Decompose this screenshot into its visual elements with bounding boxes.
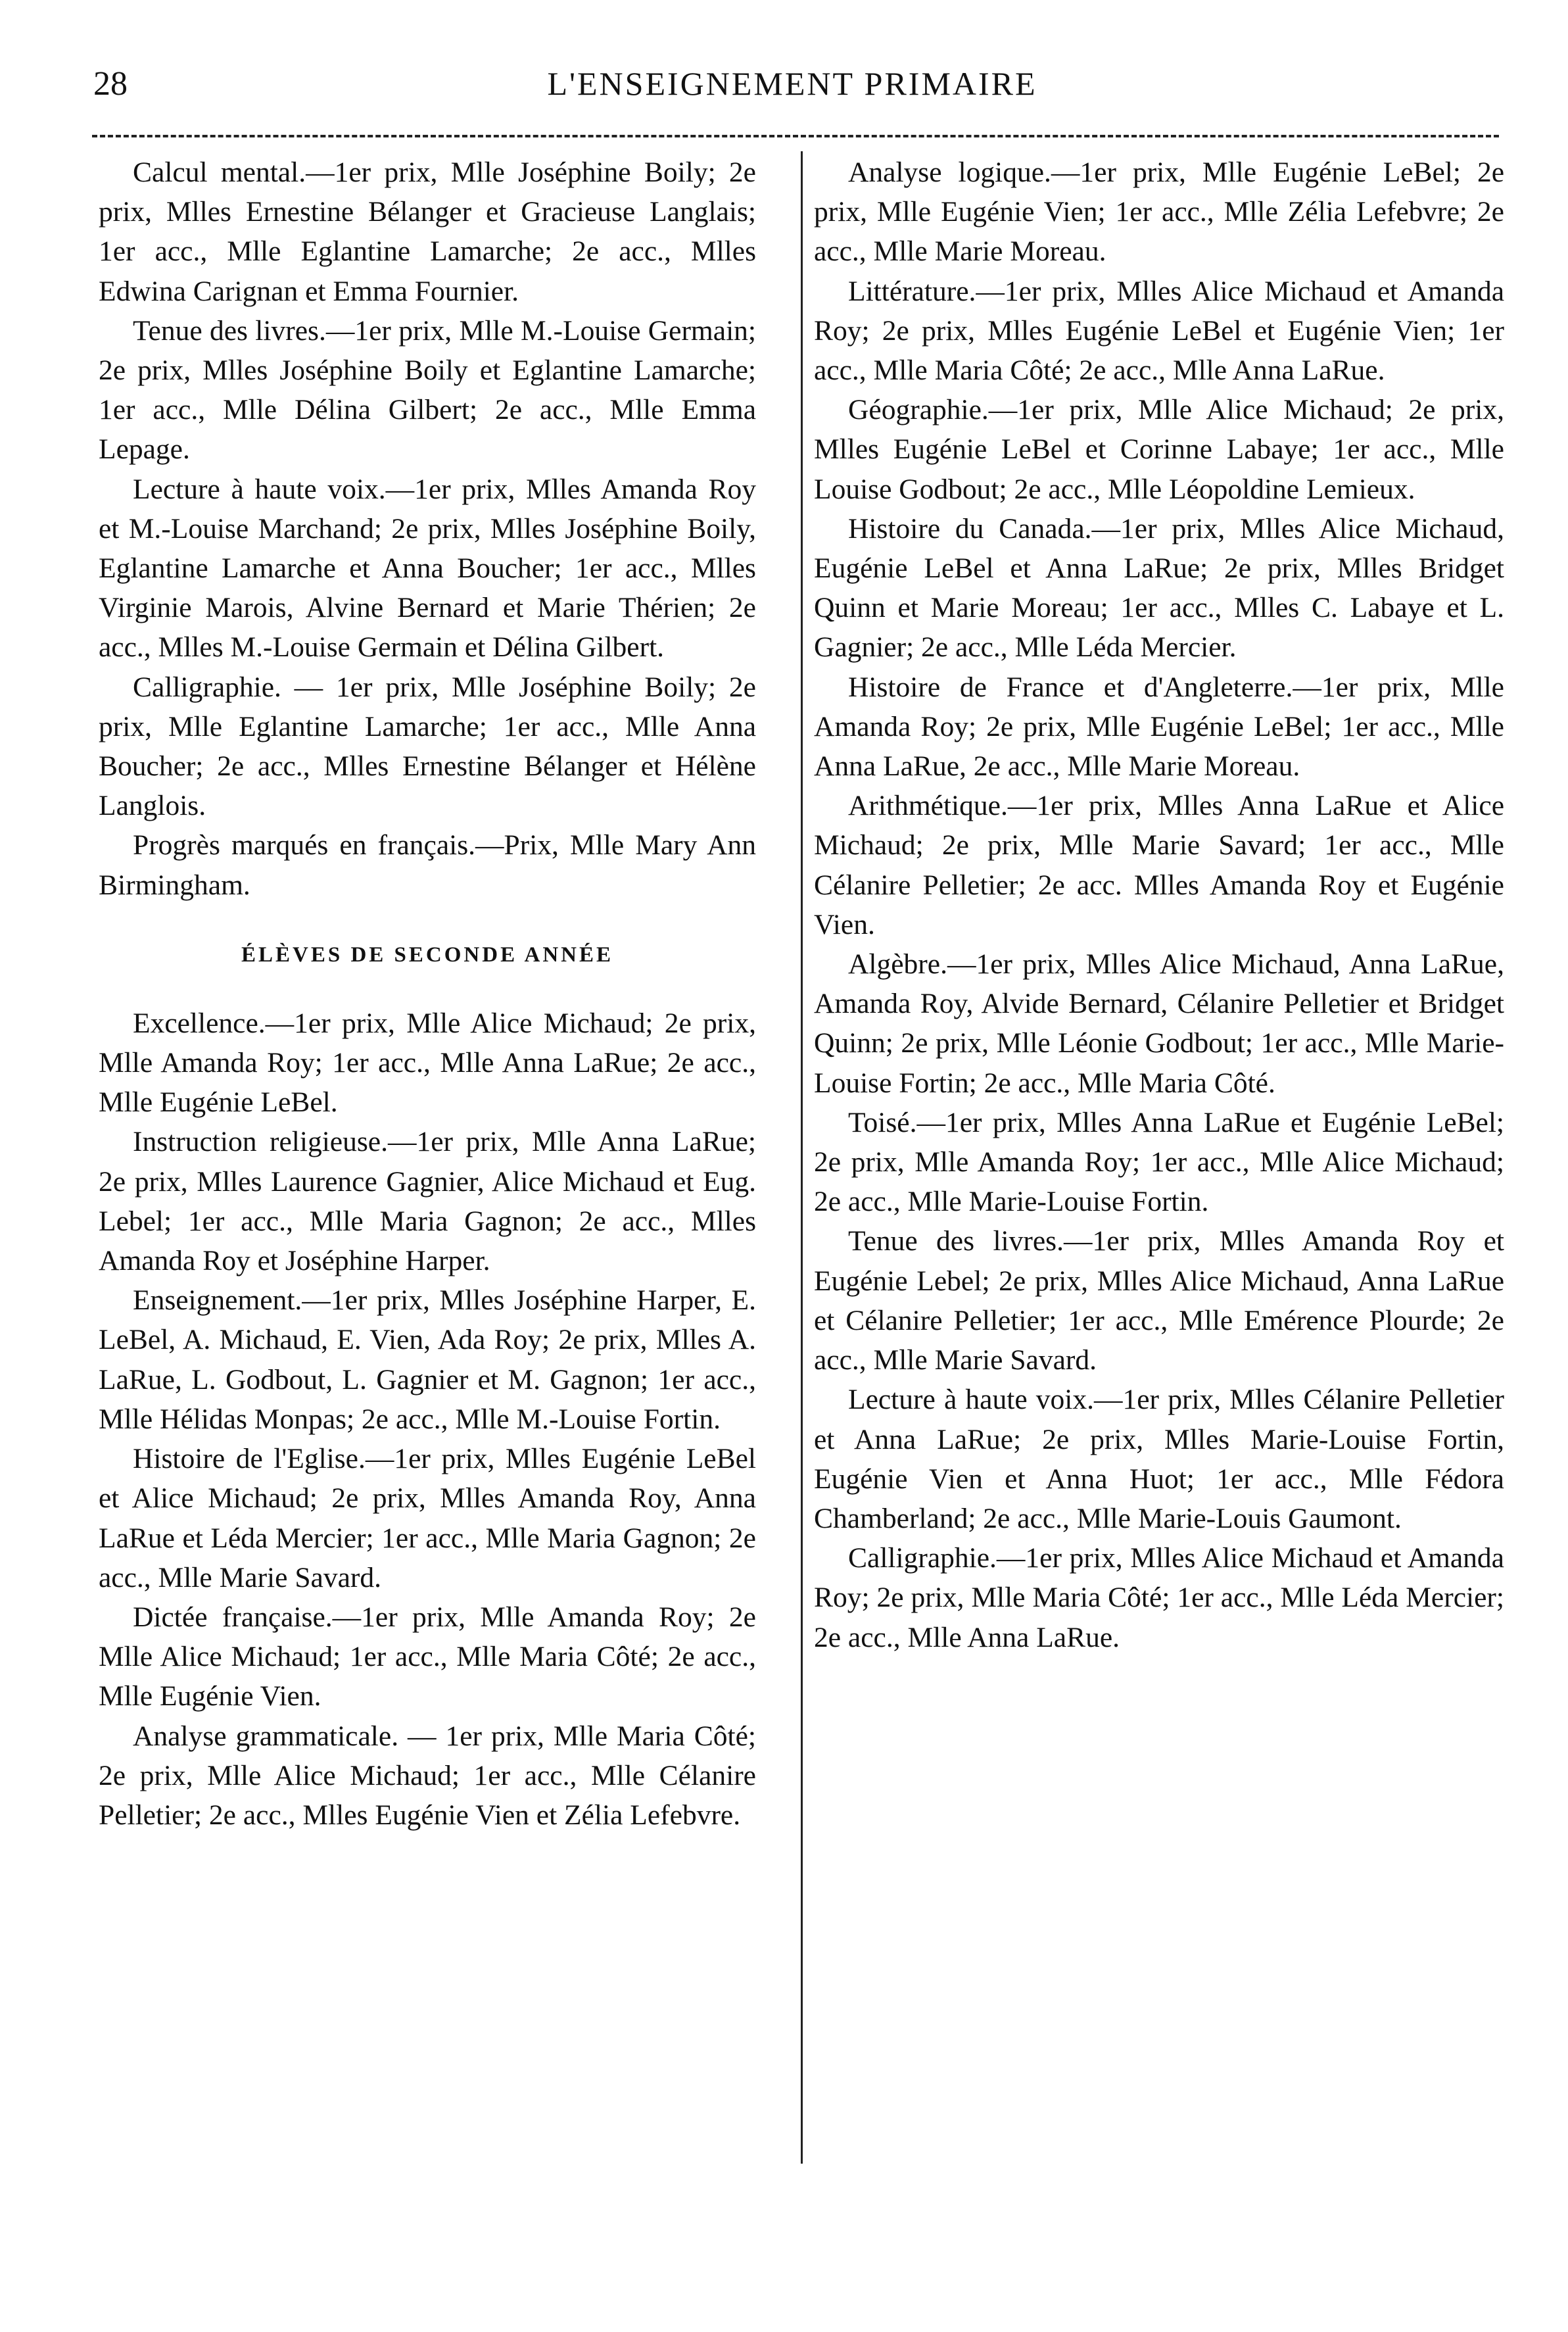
paragraph: Calcul mental.—1er prix, Mlle Joséphine Boily; 2e prix, Mlles Ernestine Bélanger et Gracieuse Langlais; 1er acc., Mlle Eglantine Lamarche; 2e acc., Mlles Edwina Carignan et Emma Fournier. (99, 157, 756, 307)
section-heading: ÉLÈVES DE SECONDE ANNÉE (241, 942, 614, 967)
page-header (85, 58, 1499, 117)
paragraph: Calligraphie.—1er prix, Mlles Alice Michaud et Amanda Roy; 2e prix, Mlle Maria Côté; 1er acc., Mlle Léda Mercier; 2e acc., Mlle Anna LaRue. (814, 1542, 1504, 1653)
paragraph: Dictée française.—1er prix, Mlle Amanda Roy; 2e Mlle Alice Michaud; 1er acc., Mlle Maria Côté; 2e acc., Mlle Eugénie Vien. (99, 1601, 756, 1713)
paragraph: Tenue des livres.—1er prix, Mlle M.-Louise Germain; 2e prix, Mlles Joséphine Boily et Eglantine Lamarche; 1er acc., Mlle Délina Gilbert; 2e acc., Mlle Emma Lepage. (99, 314, 756, 466)
paragraph: Histoire de France et d'Angleterre.—1er prix, Mlle Amanda Roy; 2e prix, Mlle Eugénie LeBel; 1er acc., Mlle Anna LaRue, 2e acc., Mlle Marie Moreau. (814, 671, 1504, 783)
paragraph: Analyse grammaticale. — 1er prix, Mlle Maria Côté; 2e prix, Mlle Alice Michaud; 1er acc., Mlle Célanire Pelletier; 2e acc., Mlles Eugénie Vien et Zélia Lefebvre. (99, 1720, 756, 1831)
paragraph: Lecture à haute voix.—1er prix, Mlles Célanire Pelletier et Anna LaRue; 2e prix, Mlles Marie-Louise Fortin, Eugénie Vien et Anna Huot; 1er acc., Mlle Fédora Chamberland; 2e acc., Mlle Marie-Louis Gaumont. (814, 1384, 1504, 1534)
paragraph: Tenue des livres.—1er prix, Mlles Amanda Roy et Eugénie Lebel; 2e prix, Mlles Alice Michaud, Anna LaRue et Célanire Pelletier; 1er acc., Mlle Emérence Plourde; 2e acc., Mlle Marie Savard. (814, 1225, 1504, 1376)
page-number: 28 (93, 65, 128, 103)
paragraph: Progrès marqués en français.—Prix, Mlle Mary Ann Birmingham. (99, 829, 756, 901)
running-title: L'ENSEIGNEMENT PRIMAIRE (547, 65, 1037, 102)
paragraph: Calligraphie. — 1er prix, Mlle Joséphine Boily; 2e prix, Mlle Eglantine Lamarche; 1er acc., Mlle Anna Boucher; 2e acc., Mlles Ernestine Bélanger et Hélène Langlois. (99, 671, 756, 822)
paragraph: Lecture à haute voix.—1er prix, Mlles Amanda Roy et M.-Louise Marchand; 2e prix, Mlles Joséphine Boily, Eglantine Lamarche et Anna Boucher; 1er acc., Mlles Virginie Marois, Alvine Bernard et Marie Thérien; 2e acc., Mlles M.-Louise Germain et Délina Gilbert. (99, 473, 756, 664)
paragraph: Instruction religieuse.—1er prix, Mlle Anna LaRue; 2e prix, Mlles Laurence Gagnier, Alice Michaud et Eug. Lebel; 1er acc., Mlle Maria Gagnon; 2e acc., Mlles Amanda Roy et Joséphine Harper. (99, 1126, 756, 1277)
paragraph: Arithmétique.—1er prix, Mlles Anna LaRue et Alice Michaud; 2e prix, Mlle Marie Savard; 1er acc., Mlle Célanire Pelletier; 2e acc. Mlles Amanda Roy et Eugénie Vien. (814, 790, 1504, 940)
paragraph: Excellence.—1er prix, Mlle Alice Michaud; 2e prix, Mlle Amanda Roy; 1er acc., Mlle Anna LaRue; 2e acc., Mlle Eugénie LeBel. (99, 1007, 756, 1119)
column-divider (801, 151, 803, 2164)
paragraph: Histoire de l'Eglise.—1er prix, Mlles Eugénie LeBel et Alice Michaud; 2e prix, Mlles Amanda Roy, Anna LaRue et Léda Mercier; 1er acc., Mlle Maria Gagnon; 2e acc., Mlle Marie Savard. (99, 1443, 756, 1593)
paragraph: Enseignement.—1er prix, Mlles Joséphine Harper, E. LeBel, A. Michaud, E. Vien, Ada Roy; 2e prix, Mlles A. LaRue, L. Godbout, L. Gagnier et M. Gagnon; 1er acc., Mlle Hélidas Monpas; 2e acc., Mlle M.-Louise Fortin. (99, 1284, 756, 1435)
header-rule (92, 135, 1499, 137)
paragraph: Algèbre.—1er prix, Mlles Alice Michaud, Anna LaRue, Amanda Roy, Alvide Bernard, Célanire Pelletier et Bridget Quinn; 2e prix, Mlle Léonie Godbout; 1er acc., Mlle Marie-Louise Fortin; 2e acc., Mlle Maria Côté. (814, 948, 1504, 1099)
paragraph: Histoire du Canada.—1er prix, Mlles Alice Michaud, Eugénie LeBel et Anna LaRue; 2e prix, Mlles Bridget Quinn et Marie Moreau; 1er acc., Mlles C. Labaye et L. Gagnier; 2e acc., Mlle Léda Mercier. (814, 512, 1504, 664)
left-column (99, 153, 756, 1835)
paragraph: Analyse logique.—1er prix, Mlle Eugénie LeBel; 2e prix, Mlle Eugénie Vien; 1er acc., Mlle Zélia Lefebvre; 2e acc., Mlle Marie Moreau. (814, 157, 1504, 268)
paragraph: Littérature.—1er prix, Mlles Alice Michaud et Amanda Roy; 2e prix, Mlles Eugénie LeBel et Eugénie Vien; 1er acc., Mlle Maria Côté; 2e acc., Mlle Anna LaRue. (814, 275, 1504, 387)
right-column (814, 153, 1504, 1657)
paragraph: Toisé.—1er prix, Mlles Anna LaRue et Eugénie LeBel; 2e prix, Mlle Amanda Roy; 1er acc., Mlle Alice Michaud; 2e acc., Mlle Marie-Louise Fortin. (814, 1106, 1504, 1218)
paragraph: Géographie.—1er prix, Mlle Alice Michaud; 2e prix, Mlles Eugénie LeBel et Corinne Labaye; 1er acc., Mlle Louise Godbout; 2e acc., Mlle Léopoldine Lemieux. (814, 394, 1504, 505)
